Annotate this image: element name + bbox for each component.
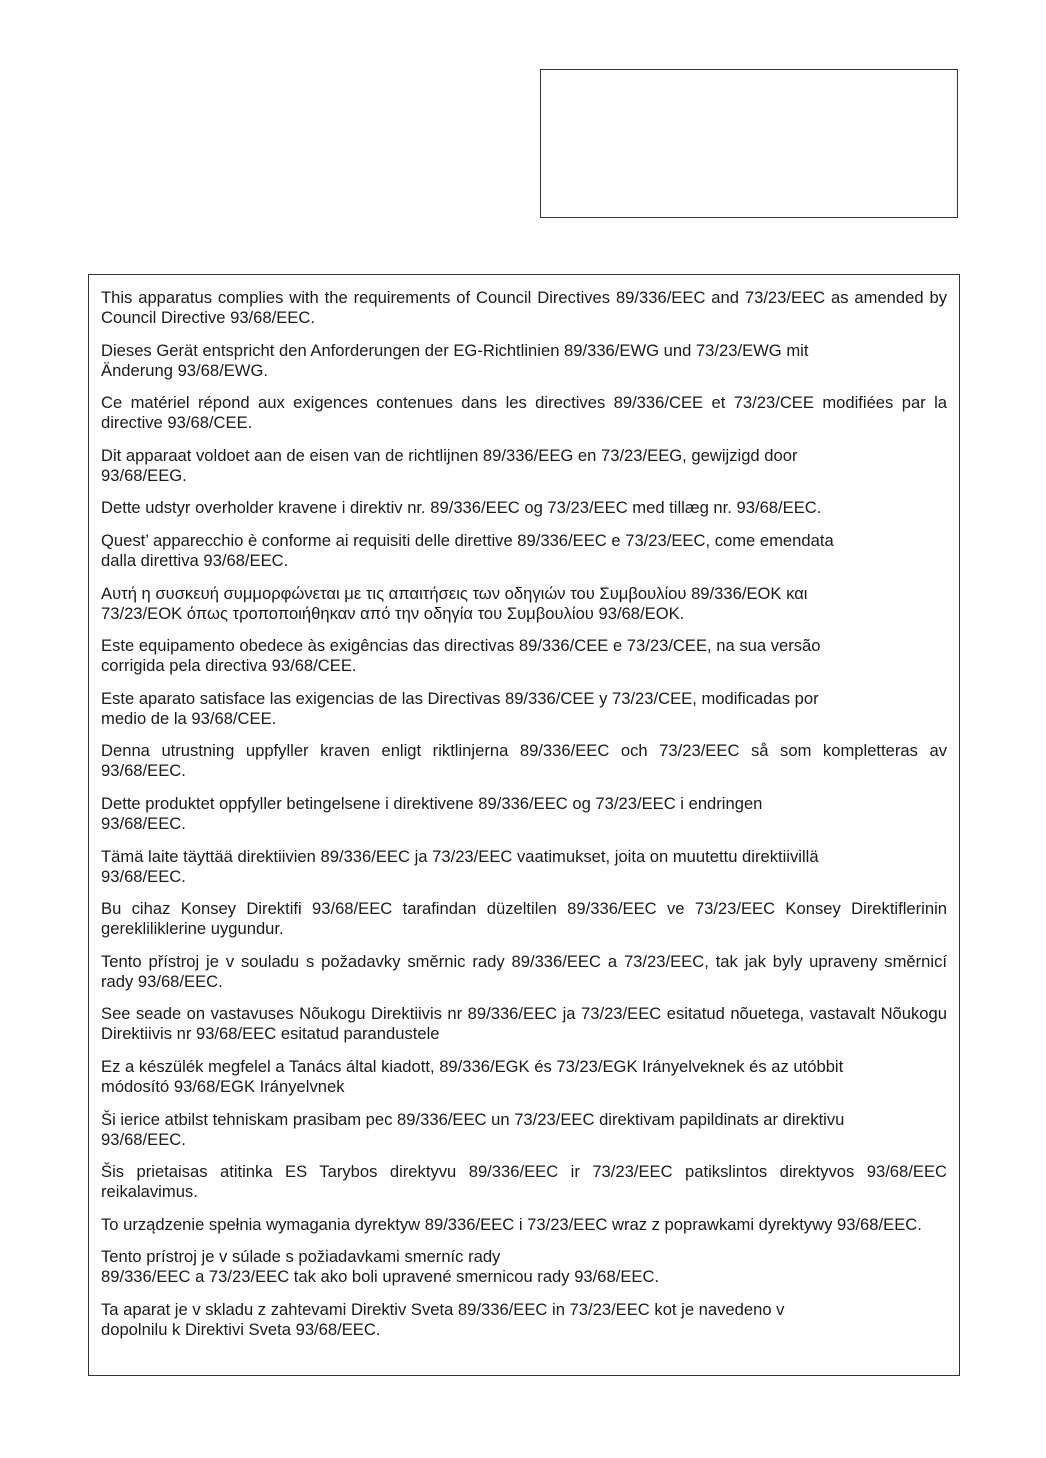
compliance-statement-lt: Šis prietaisas atitinka ES Tarybos direktyvu 89/336/EEC ir 73/23/EEC patikslintos direktyvos 93/68/EEC reikalavimus. (101, 1162, 947, 1202)
compliance-statement-de: Dieses Gerät entspricht den Anforderungen der EG-Richtlinien 89/336/EWG und 73/23/EWG mit Änderung 93/68/EWG. (101, 340, 809, 380)
compliance-statement-sv: Denna utrustning uppfyller kraven enligt riktlinjerna 89/336/EEC och 73/23/EEC så som kompletteras av 93/68/EEC. (101, 741, 947, 781)
compliance-statement-tr: Bu cihaz Konsey Direktifi 93/68/EEC tarafindan düzeltilen 89/336/EEC ve 73/23/EEC Konsey Direktiflerinin gerekliliklerine uygundur. (101, 899, 947, 939)
compliance-statement-es: Este aparato satisface las exigencias de las Directivas 89/336/CEE y 73/23/CEE, modificadas por medio de la 93/68/CEE. (101, 688, 819, 728)
compliance-statement-fr: Ce matériel répond aux exigences contenues dans les directives 89/336/CEE et 73/23/CEE modifiées par la directive 93/68/CEE. (101, 393, 947, 433)
compliance-statement-lv: Ši ierice atbilst tehniskam prasibam pec 89/336/EEC un 73/23/EEC direktivam papildinats ar direktivu 93/68/EEC. (101, 1109, 845, 1149)
compliance-statement-et: See seade on vastavuses Nõukogu Direktiivis nr 89/336/EEC ja 73/23/EEC esitatud nõuetega, vastavalt Nõukogu Direktiivis nr 93/68/EEC esitatud parandustele (101, 1004, 947, 1044)
compliance-statement-pl: To urządzenie spełnia wymagania dyrektyw 89/336/EEC i 73/23/EEC wraz z poprawkami dyrektywy 93/68/EEC. (101, 1214, 922, 1234)
compliance-statement-pt: Este equipamento obedece às exigências das directivas 89/336/CEE e 73/23/CEE, na sua versão corrigida pela directiva 93/68/CEE. (101, 636, 821, 676)
compliance-statement-da: Dette udstyr overholder kravene i direktiv nr. 89/336/EEC og 73/23/EEC med tillæg nr. 93/68/EEC. (101, 498, 822, 518)
compliance-statement-sl: Ta aparat je v skladu z zahtevami Direktiv Sveta 89/336/EEC in 73/23/EEC kot je navedeno v dopolnilu k Direktivi Sveta 93/68/EEC. (101, 1299, 785, 1339)
compliance-statement-nl: Dit apparaat voldoet aan de eisen van de richtlijnen 89/336/EEG en 73/23/EEG, gewijzigd door 93/68/EEG. (101, 445, 798, 485)
blank-label-box (540, 69, 958, 218)
compliance-statement-sk: Tento prístroj je v súlade s požiadavkami smerníc rady 89/336/EEC a 73/23/EEC tak ako boli upravené smernicou rady 93/68/EEC. (101, 1247, 660, 1287)
compliance-statement-fi: Tämä laite täyttää direktiivien 89/336/EEC ja 73/23/EEC vaatimukset, joita on muutettu direktiivillä 93/68/EEC. (101, 846, 819, 886)
compliance-statement-no: Dette produktet oppfyller betingelsene i direktivene 89/336/EEC og 73/23/EEC i endringen 93/68/EEC. (101, 793, 763, 833)
compliance-statement-en: This apparatus complies with the requirements of Council Directives 89/336/EEC and 73/23/EEC as amended by Council Directive 93/68/EEC. (101, 288, 947, 327)
compliance-statement-hu: Ez a készülék megfelel a Tanács által kiadott, 89/336/EGK és 73/23/EGK Irányelveknek és az utóbbit módosító 93/68/EGK Irányelvnek (101, 1056, 844, 1096)
compliance-statement-el: Αυτή η συσκευή συμμορφώνεται με τις απαιτήσεις των οδηγιών του Συμβουλίου 89/336/ΕΟΚ και 73/23/ΕΟΚ όπως τροποποιήθηκαν από την οδηγία του Συμβουλίου 93/68/ΕΟΚ. (101, 583, 808, 623)
compliance-statement-cs: Tento přístroj je v souladu s požadavky směrnic rady 89/336/EEC a 73/23/EEC, tak jak byly upraveny směrnicí rady 93/68/EEC. (101, 951, 947, 991)
compliance-statement-it: Quest’ apparecchio è conforme ai requisiti delle direttive 89/336/EEC e 73/23/EEC, come emendata dalla direttiva 93/68/EEC. (101, 530, 834, 570)
ce-compliance-notice (88, 274, 960, 1376)
